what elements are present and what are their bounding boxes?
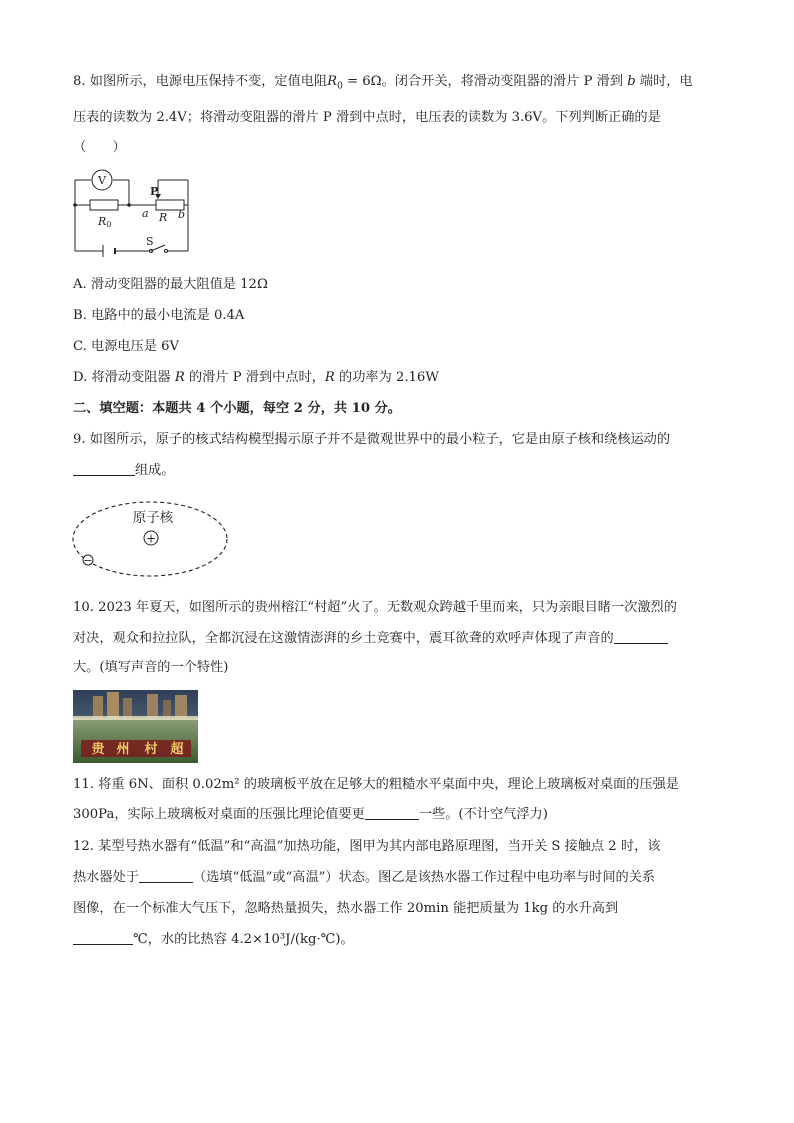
q11-stem-line2: 300Pa，实际上玻璃板对桌面的压强比理论值要更 一些。(不计空气浮力): [73, 807, 548, 822]
q8-option-d: D. 将滑动变阻器 R 的滑片 P 滑到中点时，R 的功率为 2.16W: [73, 370, 439, 385]
q8-option-b: B. 电路中的最小电流是 0.4A: [73, 308, 245, 323]
stadium-photo: [73, 690, 198, 763]
label-a: a: [142, 207, 149, 220]
svg-text:−: −: [83, 554, 93, 567]
q8-option-c: C. 电源电压是 6V: [73, 339, 180, 354]
q11-stem-line1: 11. 将重 6N、面积 0.02m² 的玻璃板平放在足够大的粗糙水平桌面中央，理论上玻璃板对桌面的压强是: [73, 777, 679, 792]
svg-text:村: 村: [144, 742, 158, 757]
q9-stem-line1: 9. 如图所示，原子的核式结构模型揭示原子并不是微观世界中的最小粒子，它是由原子核和绕核运动的: [73, 432, 671, 447]
label-b: b: [178, 208, 186, 221]
q9-blank[interactable]: [73, 461, 135, 476]
nucleus-label: 原子核: [132, 510, 174, 526]
q12-stem-line2: 热水器处于 （选填“低温”或“高温”）状态。图乙是该热水器工作过程中电功率与时间的关系: [73, 870, 656, 885]
q12-blank-2[interactable]: [73, 930, 133, 945]
q8-stem-line2: 压表的读数为 2.4V；将滑动变阻器的滑片 P 滑到中点时，电压表的读数为 3.6V。下列判断正确的是: [73, 110, 661, 125]
q10-blank[interactable]: [614, 629, 668, 644]
resistor-r0: [90, 200, 118, 210]
q8-option-a: A. 滑动变阻器的最大阻值是 12Ω: [73, 277, 268, 292]
voltmeter-label: V: [98, 174, 106, 187]
q12-stem-line4: ℃，水的比热容 4.2×10³J/(kg·℃)。: [73, 930, 354, 950]
label-p: P: [150, 185, 159, 198]
q8-answer-bracket: （ ）: [73, 140, 126, 155]
q12-stem-line3: 图像，在一个标准大气压下，忽略热量损失，热水器工作 20min 能把质量为 1kg 的水升高到: [73, 901, 619, 916]
q12-blank-1[interactable]: [139, 868, 193, 883]
label-s: S: [146, 235, 154, 248]
q11-blank[interactable]: [365, 805, 419, 820]
atom-diagram: [70, 500, 235, 582]
svg-text:超: 超: [170, 742, 184, 757]
label-r0: R0: [98, 215, 112, 229]
q8-stem-line1: 8. 如图所示，电源电压保持不变，定值电阻$R_0 = 6\Omega$。闭合开关，将滑动变阻器的滑片 P 滑到 b 端时，电: [73, 74, 693, 92]
q12-stem-line1: 12. 某型号热水器有“低温”和“高温”加热功能，图甲为其内部电路原理图，当开关 S 接触点 2 时，该: [73, 839, 661, 854]
q10-stem-line2: 对决，观众和拉拉队，全都沉浸在这激情澎湃的乡土竞赛中，震耳欲聋的欢呼声体现了声音的: [73, 629, 668, 649]
q10-stem-line1: 10. 2023 年夏天，如图所示的贵州榕江“村超”火了。无数观众跨越千里而来，只为亲眼目睹一次激烈的: [73, 600, 677, 615]
section-heading: 二、填空题：本题共 4 个小题，每空 2 分，共 10 分。: [73, 401, 401, 416]
circuit-diagram: [70, 168, 200, 258]
svg-text:贵: 贵: [91, 742, 105, 757]
q9-stem-line2: 组成。: [73, 461, 175, 481]
svg-text:州: 州: [116, 742, 130, 757]
q10-stem-line3: 大。(填写声音的一个特性): [73, 660, 229, 675]
svg-text:+: +: [145, 531, 157, 546]
label-r: R: [159, 211, 168, 224]
